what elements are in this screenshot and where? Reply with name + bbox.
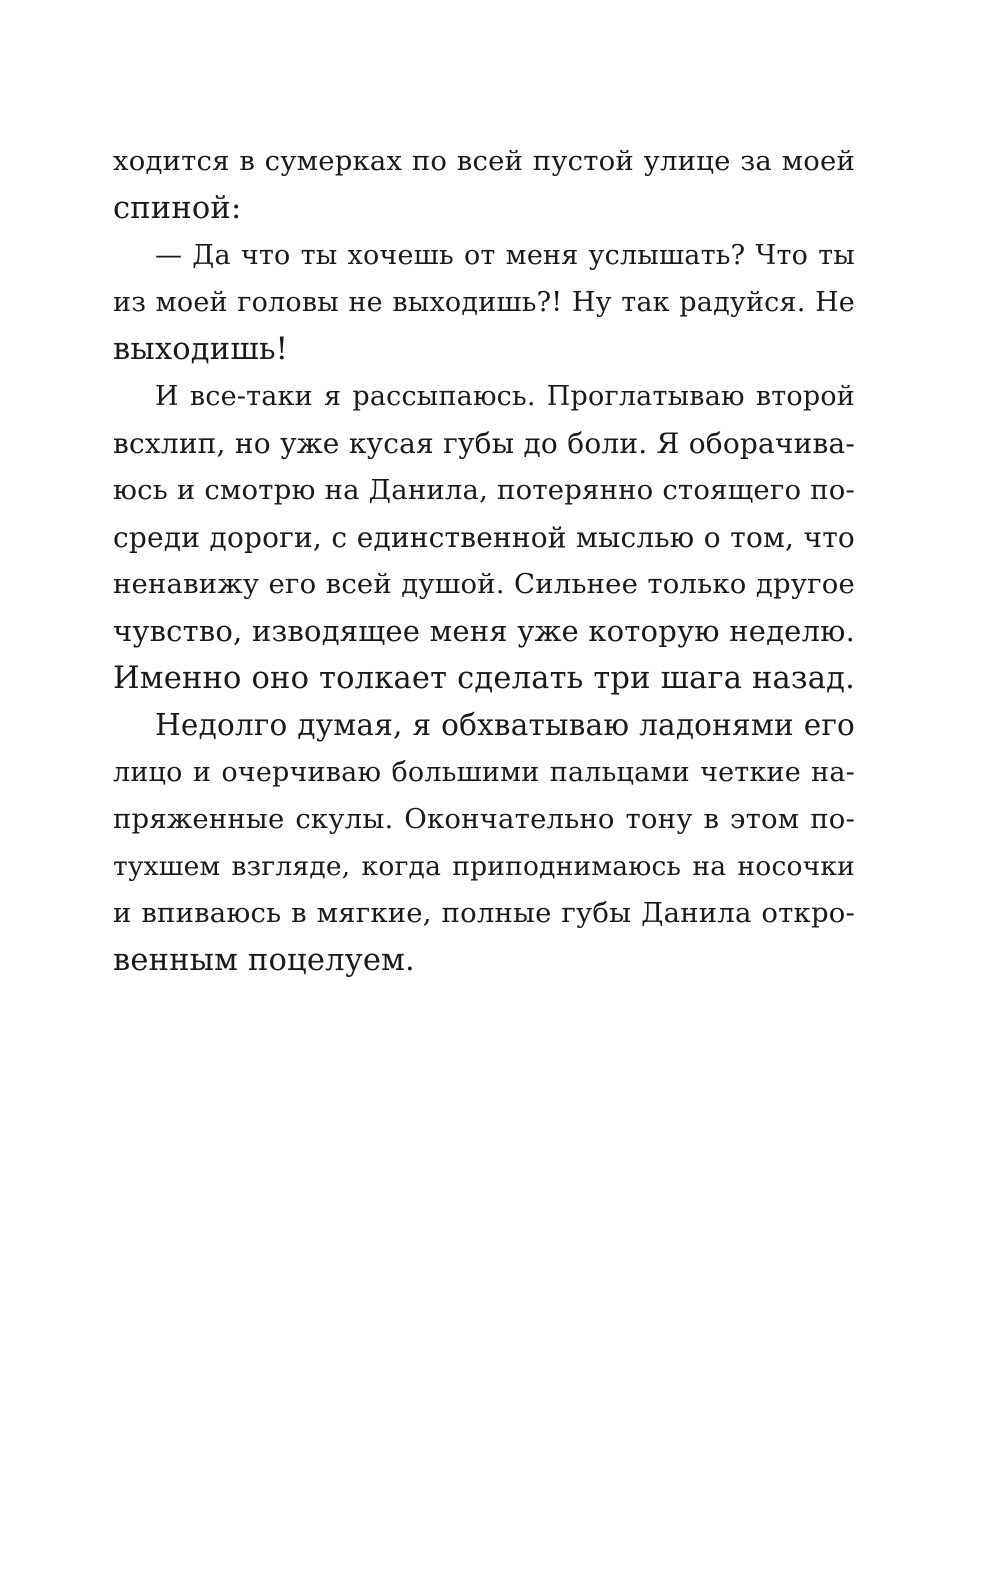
paragraph-1 — [113, 138, 855, 232]
text-line: И все-таки я рассыпаюсь. Проглатываю второй — [155, 381, 855, 412]
paragraph-4 — [113, 702, 855, 984]
text-line: Именно оно толкает сделать три шага назад. — [113, 661, 855, 696]
text-line: Недолго думая, я обхватываю ладонями его — [155, 708, 855, 742]
text-line: венным поцелуем. — [113, 943, 415, 978]
text-line: пряженные скулы. Окончательно тону в этом по- — [113, 803, 855, 835]
paragraph-2 — [113, 232, 855, 373]
text-line: юсь и смотрю на Данила, потерянно стоящего по- — [113, 474, 855, 506]
page-text — [113, 138, 855, 984]
text-line: — Да что ты хочешь от меня услышать? Что ты — [155, 240, 855, 271]
text-line: ходится в сумерках по всей пустой улице за моей — [113, 145, 855, 177]
text-line: спиной: — [113, 191, 242, 226]
text-line: ненавижу его всей душой. Сильнее только другое — [113, 568, 855, 600]
paragraph-3 — [113, 373, 855, 702]
text-line: и впиваюсь в мягкие, полные губы Данила откро- — [113, 897, 855, 929]
text-line: из моей головы не выходишь?! Ну так радуйся. Не — [113, 287, 855, 318]
text-line: чувство, изводящее меня уже которую неделю. — [113, 614, 855, 648]
text-line: тухшем взгляде, когда приподнимаюсь на носочки — [113, 851, 855, 882]
text-line: среди дороги, с единственной мыслью о том, что — [113, 521, 855, 554]
text-line: всхлип, но уже кусая губы до боли. Я оборачива- — [113, 427, 855, 460]
text-line: выходишь! — [113, 332, 289, 367]
text-line: лицо и очерчиваю большими пальцами четкие на- — [113, 757, 855, 788]
